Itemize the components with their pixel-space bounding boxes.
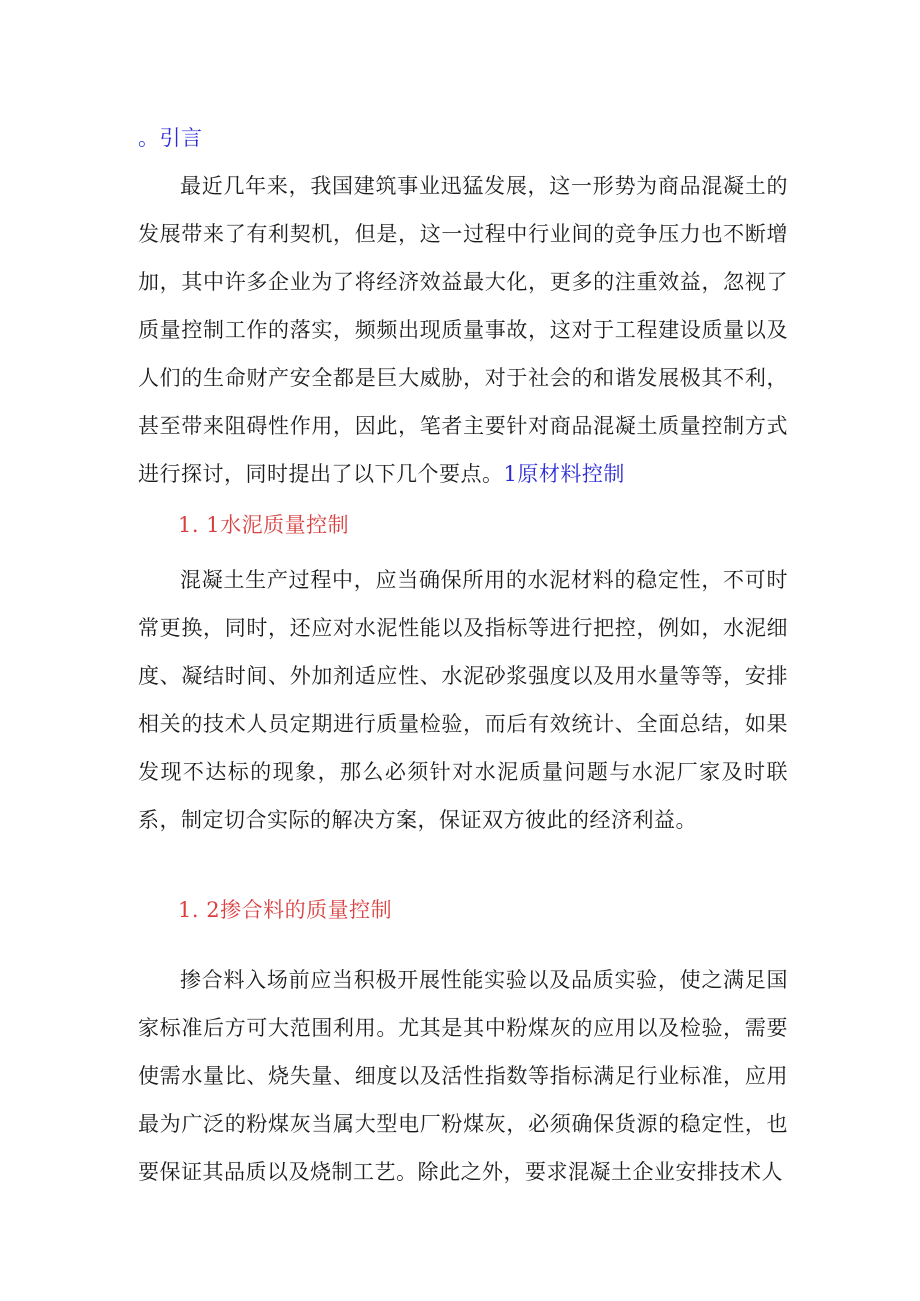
intro-paragraph-text: 最近几年来，我国建筑事业迅猛发展，这一形势为商品混凝土的发展带来了有利契机，但是，这一过程中行业间的竞争压力也不断增加，其中许多企业为了将经济效益最大化，更多的注重效益，忽视了质量控制工作的落实，频频出现质量事故，这对于工程建设质量以及人们的生命财产安全都是巨大威胁，对于社会的和谐发展极其不利，甚至带来阻碍性作用，因此，笔者主要针对商品混凝土质量控制方式进行探讨，同时提出了以下几个要点。 bbox=[138, 174, 788, 486]
section1-heading: 1原材料控制 bbox=[503, 462, 625, 486]
section1-1-heading: 1. 1水泥质量控制 bbox=[178, 513, 350, 537]
section1-2-paragraph: 掺合料入场前应当积极开展性能实验以及品质实验，使之满足国家标准后方可大范围利用。尤其是其中粉煤灰的应用以及检验，需要使需水量比、烧失量、细度以及活性指数等指标满足行业标准，应用最为广泛的粉煤灰当属大型电厂粉煤灰，必须确保货源的稳定性，也要保证其品质以及烧制工艺。除此之外，要求混凝土企业安排技术人 bbox=[138, 968, 788, 1184]
intro-heading: 。引言 bbox=[138, 126, 203, 150]
intro-paragraph bbox=[138, 162, 788, 498]
section1-2-heading: 1. 2掺合料的质量控制 bbox=[178, 898, 393, 922]
section1-1-paragraph: 混凝土生产过程中，应当确保所用的水泥材料的稳定性，不可时常更换，同时，还应对水泥性能以及指标等进行把控，例如，水泥细度、凝结时间、外加剂适应性、水泥砂浆强度以及用水量等等，安排相关的技术人员定期进行质量检验，而后有效统计、全面总结，如果发现不达标的现象，那么必须针对水泥质量问题与水泥厂家及时联系，制定切合实际的解决方案，保证双方彼此的经济利益。 bbox=[138, 568, 788, 832]
